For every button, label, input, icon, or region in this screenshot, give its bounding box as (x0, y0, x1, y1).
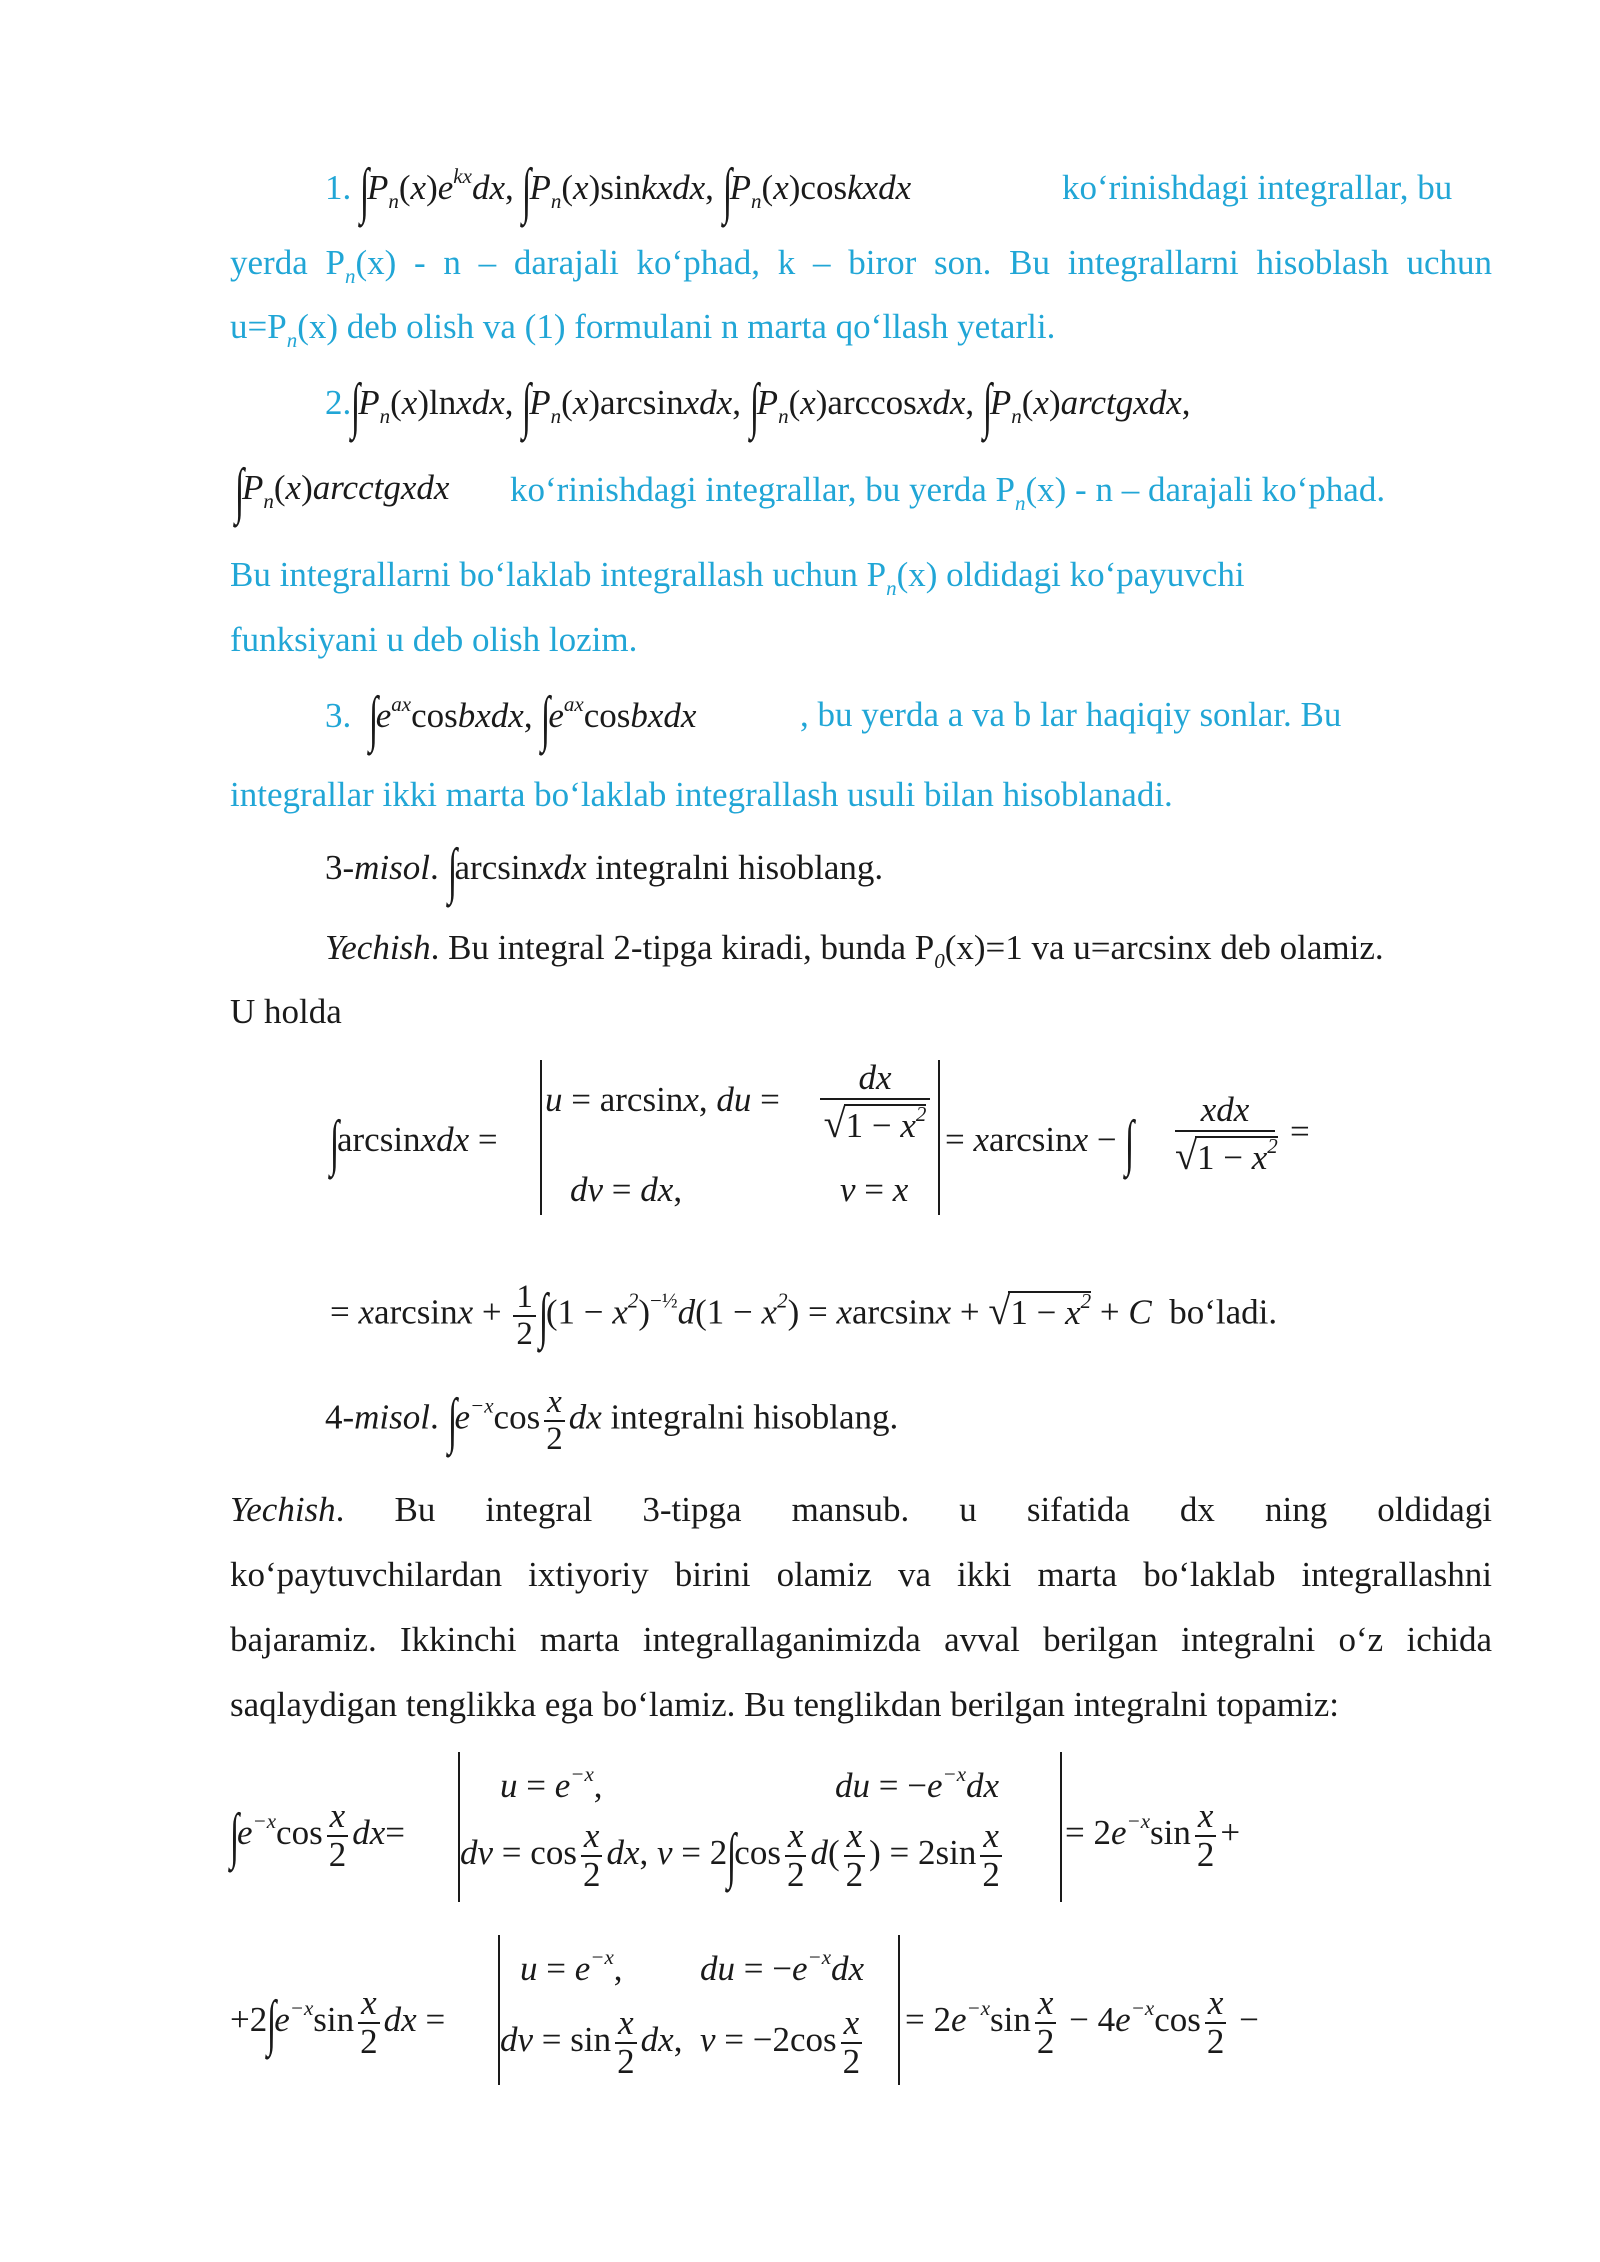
ex4-eq1-dv: dv = cos $\frac{x}{2}$ dx, v = 2∫cos $\frac{x}{2}$ d( $\frac{x}{2}$ ) = 2sin $\frac{x}{2}$ (460, 1818, 1006, 1894)
item-1-text-tail: ko‘rinishdagi integrallar, bu (1062, 168, 1453, 207)
ex4-eq2-lhs: $+2\int e^{-x}\sin$ $\frac{x}{2}$ dx = (230, 1983, 446, 2061)
ex4-eq1-rhs: = $2e^{-x}\sin$ $\frac{x}{2}$ + (1065, 1796, 1241, 1874)
ex4-eq2-dv: dv = sin $\frac{x}{2}$ dx, v = −2cos $\frac{x}{2}$ (500, 2005, 866, 2081)
ex3-rhs-frac: xdx $√1 - x^2$ (1175, 1090, 1278, 1178)
substitution-bar-right (898, 1935, 900, 2085)
example-4-solution-line-3: bajaramiz. Ikkinchi marta integrallaganimizda avval berilgan integralni o‘z ichida (230, 1620, 1492, 1659)
ex3-rhs: = xarcsinx − ∫ (945, 1109, 1135, 1177)
ex3-rhs-equals: = (1290, 1112, 1310, 1151)
ex4-eq1-u: $u = e^{-x}$, (500, 1762, 603, 1805)
ex3-second-line: = xarcsinx + $\frac{1}{2}$ $\int(1 - x^2)^{-\frac{1}{2}}d(1 - x^2) = xarcsinx + √1 - x^2 + C$ bo‘ladi. (330, 1279, 1278, 1352)
example-3-solution-line-2: U holda (230, 992, 342, 1031)
item-1-line-3: $u=P_n(x)$ deb olish va (1) formulani n marta qo‘llash yetarli. (230, 307, 1056, 352)
ex3-sub-u: u = arcsinx, du = (545, 1080, 780, 1119)
ex3-sub-dv: dv = dx, (570, 1170, 683, 1209)
item-2-line-4: funksiyani u deb olish lozim. (230, 620, 638, 659)
example-4-solution-line-1: Yechish. Bu integral 3-tipga mansub. u sifatida dx ning oldidagi (230, 1490, 1492, 1529)
substitution-bar-right (938, 1060, 940, 1215)
substitution-bar-left (540, 1060, 542, 1215)
item-2-text-tail: ko‘rinishdagi integrallar, bu yerda $P_n(x)$ - n – darajali ko‘phad. (510, 470, 1386, 515)
example-4-solution-line-4: saqlaydigan tenglikka ega bo‘lamiz. Bu tenglikdan berilgan integralni topamiz: (230, 1685, 1339, 1724)
example-3-solution-line-1: Yechish. Bu integral 2-tipga kiradi, bunda $P_0(x)=1$ va u=arcsinx deb olamiz. (325, 928, 1384, 973)
substitution-bar-right (1060, 1752, 1062, 1902)
ex3-sub-v: v = x (840, 1170, 909, 1209)
item-3-line-2: integrallar ikki marta bo‘laklab integrallash usuli bilan hisoblanadi. (230, 775, 1173, 814)
example-4-solution-line-2: ko‘paytuvchilardan ixtiyoriy birini olamiz va ikki marta bo‘laklab integrallashni (230, 1555, 1492, 1594)
ex4-eq1-du: du = $-e^{-x}dx$ (835, 1762, 1000, 1805)
item-3-formula-line: 3. $\int e^{ax}cosbxdx$, $\int e^{ax}cosbxdx$ (325, 685, 697, 753)
item-1-formula-line: 1. $\int P_n(x)e^{kx}dx$, $\int P_n(x)sinkxdx$, $\int P_n(x)coskxdx$ (325, 157, 912, 225)
ex4-eq2-rhs: = $2e^{-x}\sin$ $\frac{x}{2}$ − $4e^{-x}\cos$ $\frac{x}{2}$ − (905, 1983, 1259, 2061)
example-3-heading: 3-misol. ∫arcsinxdx integralni hisoblang. (325, 837, 884, 905)
example-4-heading: 4-misol. $\int e^{-x}\cos$ $\frac{x}{2}$ dx integralni hisoblang. (325, 1384, 899, 1457)
ex4-eq2-u: $u = e^{-x}$, (520, 1945, 623, 1988)
ex3-du-frac: dx $√1 - x^2$ (820, 1058, 930, 1147)
ex4-eq1-lhs: $\int e^{-x}\cos$ $\frac{x}{2}$ dx= (229, 1796, 405, 1874)
item-2-formula-line-2: $\int P_n(x)arcctgxdx$ (234, 457, 450, 525)
item-3-text-tail: , bu yerda a va b lar haqiqiy sonlar. Bu (800, 695, 1342, 734)
ex3-lhs: ∫arcsinxdx = (329, 1109, 498, 1177)
ex4-eq2-du: du = $-e^{-x}dx$ (700, 1945, 865, 1988)
item-2-formula-line: $2.\int P_n(x)lnxdx$, $\int P_n(x)arcsinxdx$, $\int P_n(x)arccosxdx$, $\int P_n(x)arctgxdx$, (325, 372, 1191, 440)
item-1-line-2: yerda $P_n(x)$ - n – darajali ko‘phad, k – biror son. Bu integrallarni hisoblash uchun (230, 243, 1492, 288)
item-2-line-3: Bu integrallarni bo‘laklab integrallash uchun $P_n(x)$ oldidagi ko‘payuvchi (230, 555, 1245, 600)
